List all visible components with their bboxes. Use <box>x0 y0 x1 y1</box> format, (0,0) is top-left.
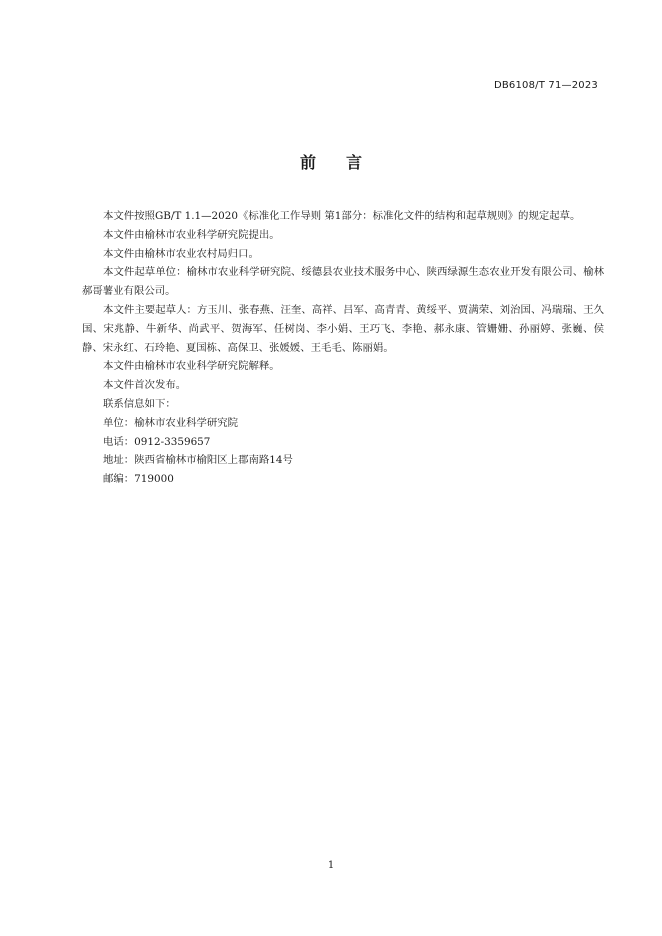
document-code: DB6108/T 71—2023 <box>493 80 598 91</box>
paragraph-drafters: 本文件主要起草人：方玉川、张春燕、汪奎、高祥、吕军、高青青、黄绥平、贾满荣、刘治国、冯瑞瑞、王久国、宋兆静、牛新华、尚武平、贺海军、任树岗、李小娟、王巧飞、李艳、郝永康、管姗姗、孙丽婷、张巍、侯静、宋永红、石玲艳、夏国栋、高保卫、张媛媛、王毛毛、陈丽娟。 <box>82 303 604 354</box>
paragraph-first-release: 本文件首次发布。 <box>103 379 187 392</box>
paragraph-contact-intro: 联系信息如下： <box>103 397 176 410</box>
contact-postcode: 邮编：719000 <box>103 473 174 486</box>
paragraph-proposed-by: 本文件由榆林市农业科学研究院提出。 <box>103 228 280 241</box>
page-title: 前言 <box>299 153 392 172</box>
contact-unit: 单位：榆林市农业科学研究院 <box>103 416 239 429</box>
paragraph-administered-by: 本文件由榆林市农业农村局归口。 <box>103 247 259 260</box>
paragraph-interpretation: 本文件由榆林市农业科学研究院解释。 <box>103 360 280 373</box>
foreword-body <box>82 207 604 489</box>
contact-address: 地址：陕西省榆林市榆阳区上郡南路14号 <box>103 454 293 467</box>
contact-phone: 电话：0912-3359657 <box>103 435 211 448</box>
paragraph-drafting-units: 本文件起草单位：榆林市农业科学研究院、绥德县农业技术服务中心、陕西绿源生态农业开发有限公司、榆林郝哥薯业有限公司。 <box>82 266 604 298</box>
paragraph-drafting-rules: 本文件按照GB/T 1.1—2020《标准化工作导则 第1部分：标准化文件的结构和起草规则》的规定起草。 <box>103 210 581 222</box>
page-number: 1 <box>327 860 335 871</box>
